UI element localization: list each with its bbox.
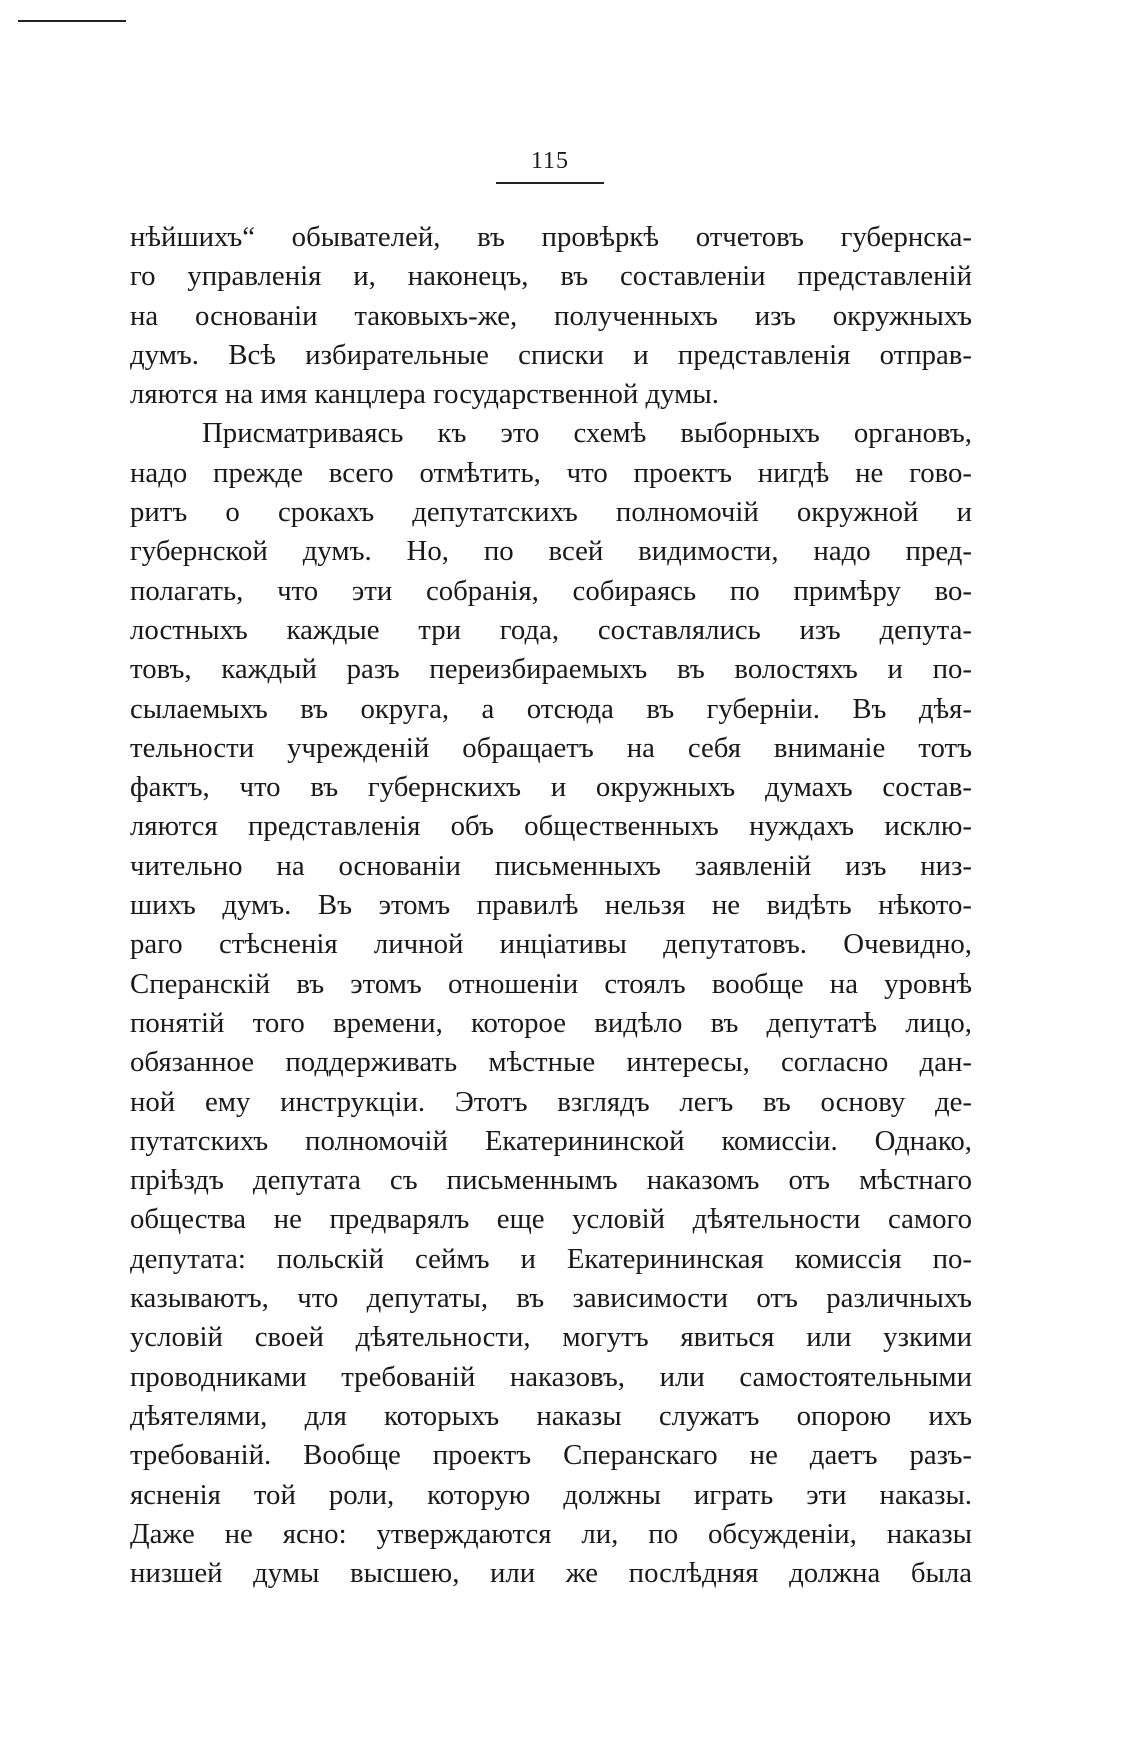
text-line: проводниками требованій наказовъ, или самостоятельными	[130, 1360, 972, 1393]
text-line: фактъ, что въ губернскихъ и окружныхъ думахъ состав-	[130, 771, 972, 804]
text-line: общества не предварялъ еще условій дѣятельности самого	[130, 1203, 972, 1236]
text-line: полагать, что эти собранія, собираясь по примѣру во-	[130, 574, 972, 607]
paragraph	[130, 414, 972, 1593]
text-line: тельности учрежденій обращаетъ на себя вниманіе тотъ	[130, 731, 972, 764]
text-line: депутата: польскій сеймъ и Екатерининская комиссія по-	[130, 1242, 972, 1275]
text-line: Сперанскій въ этомъ отношеніи стоялъ вообще на уровнѣ	[130, 967, 972, 1000]
page-number: 115	[530, 148, 570, 174]
text-line: думъ. Всѣ избирательные списки и представленія отправ-	[130, 338, 972, 371]
text-line: понятій того времени, которое видѣло въ депутатѣ лицо,	[130, 1006, 972, 1039]
text-line: ляются представленія объ общественныхъ нуждахъ исклю-	[130, 810, 972, 843]
text-line: лостныхъ каждые три года, составлялись изъ депута-	[130, 613, 972, 646]
paragraph	[130, 218, 972, 414]
text-line: низшей думы высшею, или же послѣдняя должна была	[130, 1557, 972, 1590]
text-line: нѣйшихъ“ обывателей, въ провѣркѣ отчетовъ губернска-	[130, 221, 972, 253]
text-line: Даже не ясно: утверждаются ли, по обсужденіи, наказы	[130, 1517, 972, 1550]
text-line: на основаніи таковыхъ-же, полученныхъ изъ окружныхъ	[130, 299, 972, 332]
text-line: Присматриваясь къ это схемѣ выборныхъ органовъ,	[202, 417, 972, 450]
text-line: ляются на имя канцлера государственной думы.	[130, 378, 719, 411]
page-number-rule	[496, 182, 604, 184]
text-line: дѣятелями, для которыхъ наказы служатъ опорою ихъ	[130, 1399, 972, 1432]
text-line: обязанное поддерживать мѣстные интересы, согласно дан-	[130, 1046, 972, 1079]
text-line: ритъ о срокахъ депутатскихъ полномочій окружной и	[130, 496, 972, 529]
text-line: шихъ думъ. Въ этомъ правилѣ нельзя не видѣть нѣкото-	[130, 889, 972, 922]
text-line: го управленія и, наконецъ, въ составленіи представленій	[130, 260, 972, 293]
text-line: условій своей дѣятельности, могутъ явиться или узкими	[130, 1321, 972, 1354]
text-line: ной ему инструкціи. Этотъ взглядъ легъ въ основу де-	[130, 1085, 972, 1118]
text-line: пріѣздъ депутата съ письменнымъ наказомъ отъ мѣстнаго	[130, 1164, 972, 1197]
text-line: надо прежде всего отмѣтить, что проектъ нигдѣ не гово-	[130, 456, 972, 489]
text-line: ясненія той роли, которую должны играть эти наказы.	[130, 1478, 972, 1511]
text-line: товъ, каждый разъ переизбираемыхъ въ волостяхъ и по-	[130, 653, 972, 686]
text-line: требованій. Вообще проектъ Сперанскаго не даетъ разъ-	[130, 1439, 972, 1472]
text-line: путатскихъ полномочій Екатерининской комиссіи. Однако,	[130, 1124, 972, 1157]
text-line: губернской думъ. Но, по всей видимости, надо пред-	[130, 535, 972, 568]
text-line: сылаемыхъ въ округа, а отсюда въ губерніи. Въ дѣя-	[130, 692, 972, 725]
page-header	[496, 146, 604, 184]
edge-rule-mark	[18, 20, 126, 22]
text-line: раго стѣсненія личной инціативы депутатовъ. Очевидно,	[130, 928, 972, 961]
text-line: казываютъ, что депутаты, въ зависимости отъ различныхъ	[130, 1282, 972, 1315]
text-line: чительно на основаніи письменныхъ заявленій изъ низ-	[130, 849, 972, 882]
body-text	[130, 218, 972, 1593]
